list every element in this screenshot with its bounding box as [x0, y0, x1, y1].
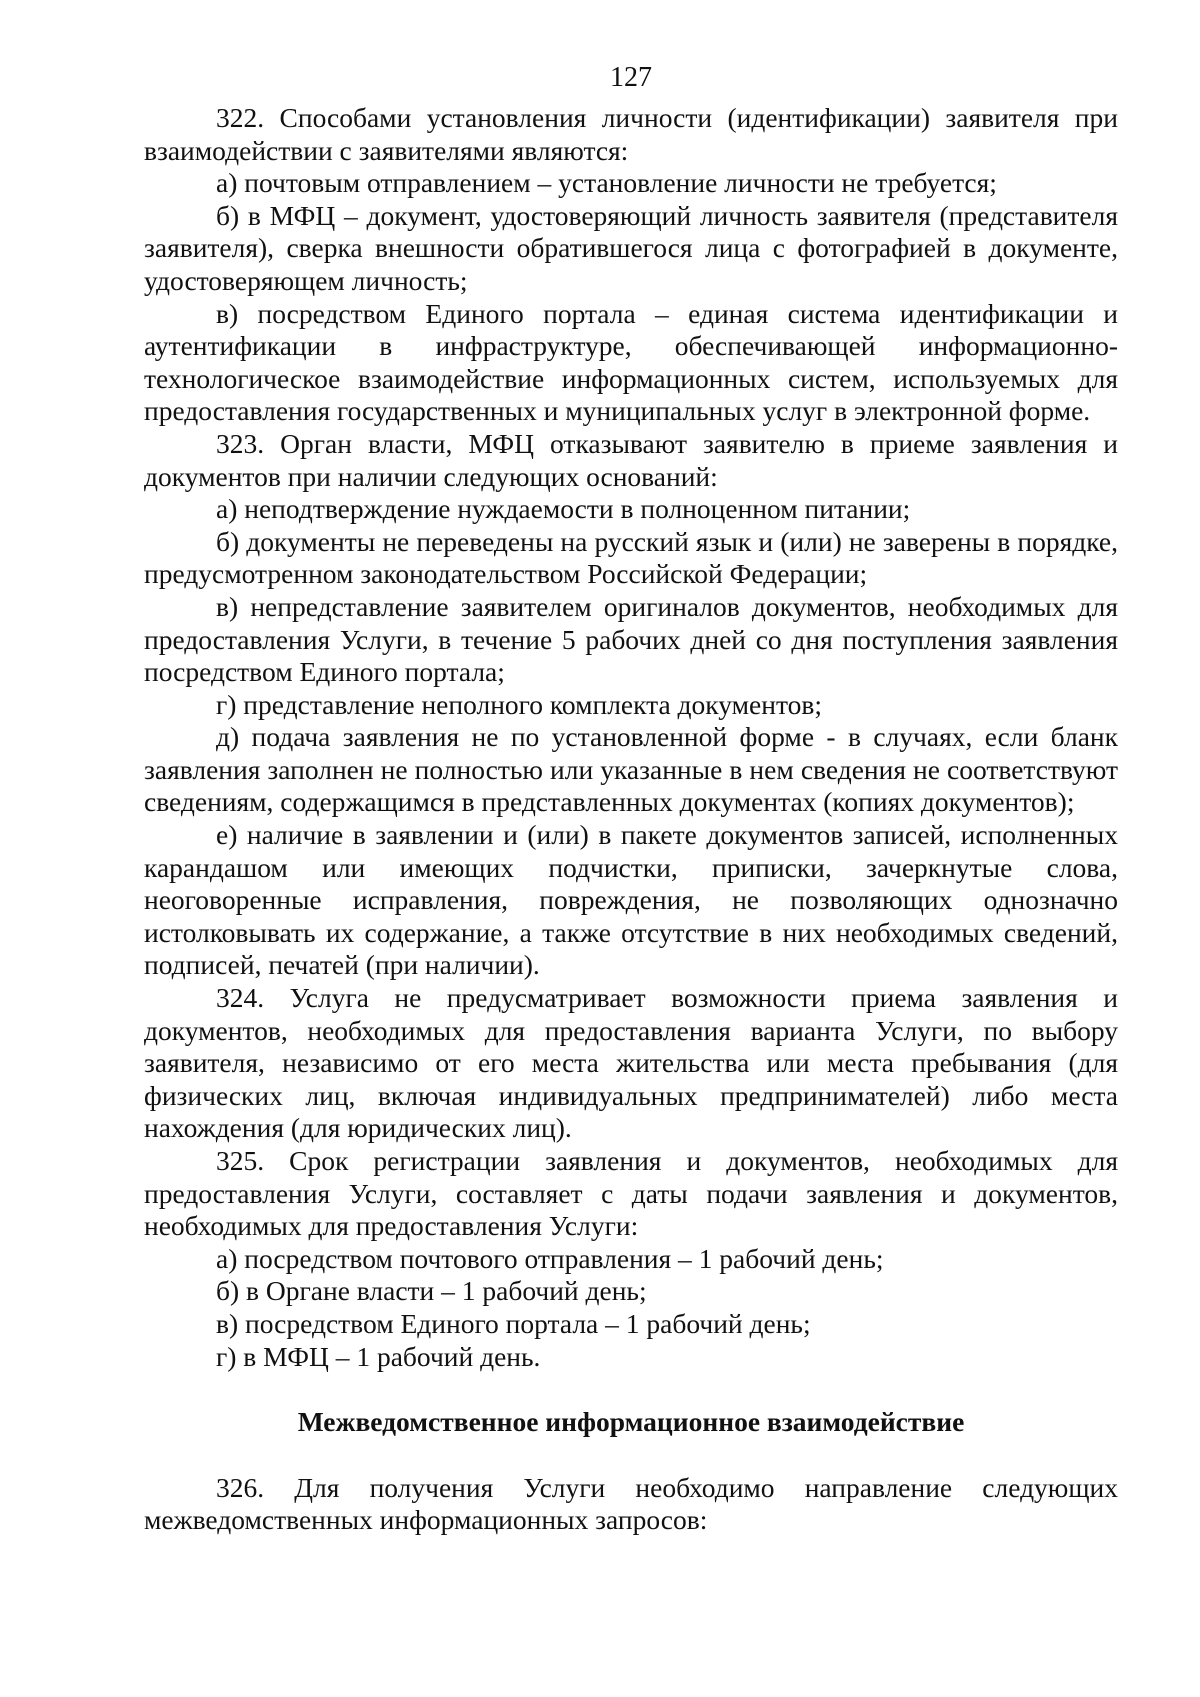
paragraph-325-g: г) в МФЦ – 1 рабочий день. [216, 1340, 541, 1372]
paragraph-322-a: а) почтовым отправлением – установление личности не требуется; [216, 167, 997, 199]
paragraph-325-v: в) посредством Единого портала – 1 рабочий день; [216, 1307, 811, 1339]
document-page [144, 62, 1118, 1537]
paragraph-322: 322. Способами установления личности (идентификации) заявителя при взаимодействии с заявителями являются: [144, 102, 1118, 166]
paragraph-325: 325. Срок регистрации заявления и документов, необходимых для предоставления Услуги, составляет с даты подачи заявления и документов, необходимых для предоставления Услуги: [144, 1145, 1118, 1242]
paragraph-323-v: в) непредставление заявителем оригиналов документов, необходимых для предоставления Услуги, в течение 5 рабочих дней со дня поступления заявления посредством Единого портала; [144, 590, 1118, 688]
paragraph-323-g: г) представление неполного комплекта документов; [216, 688, 823, 720]
paragraph-326: 326. Для получения Услуги необходимо направление следующих межведомственных информационных запросов: [144, 1471, 1118, 1536]
paragraph-325-b: б) в Органе власти – 1 рабочий день; [216, 1275, 647, 1307]
paragraph-322-b: б) в МФЦ – документ, удостоверяющий личность заявителя (представителя заявителя), сверка внешности обратившегося лица с фотографией в документе, удостоверяющем личность; [144, 199, 1118, 296]
section-heading: Межведомственное информационное взаимодействие [297, 1406, 965, 1438]
paragraph-323-a: а) неподтверждение нуждаемости в полноценном питании; [216, 493, 911, 525]
paragraph-324: 324. Услуга не предусматривает возможности приема заявления и документов, необходимых для предоставления варианта Услуги, по выбору заявителя, независимо от его места жительства или места пребывания (для физических лиц, включая индивидуальных предпринимателей) либо места нахождения (для юридических лиц). [144, 982, 1118, 1144]
paragraph-325-a: а) посредством почтового отправления – 1 рабочий день; [216, 1242, 884, 1274]
paragraph-322-v: в) посредством Единого портала – единая система идентификации и аутентификации в инфраструктуре, обеспечивающей информационно-технологическое взаимодействие информационных систем, используемых для предоставления государственных и муниципальных услуг в электронной форме. [144, 297, 1118, 427]
paragraph-323-d: д) подача заявления не по установленной форме - в случаях, если бланк заявления заполнен не полностью или указанные в нем сведения не соответствуют сведениям, содержащимся в представленных документах (копиях документов); [144, 721, 1118, 818]
paragraph-323: 323. Орган власти, МФЦ отказывают заявителю в приеме заявления и документов при наличии следующих оснований: [144, 427, 1118, 492]
paragraph-323-b: б) документы не переведены на русский язык и (или) не заверены в порядке, предусмотренном законодательством Российской Федерации; [144, 525, 1118, 590]
paragraph-323-e: е) наличие в заявлении и (или) в пакете документов записей, исполненных карандашом или имеющих подчистки, приписки, зачеркнутые слова, неоговоренные исправления, повреждения, не позволяющих однозначно истолковывать их содержание, а также отсутствие в них необходимых сведений, подписей, печатей (при наличии). [144, 819, 1118, 981]
page-number: 127 [610, 62, 652, 93]
